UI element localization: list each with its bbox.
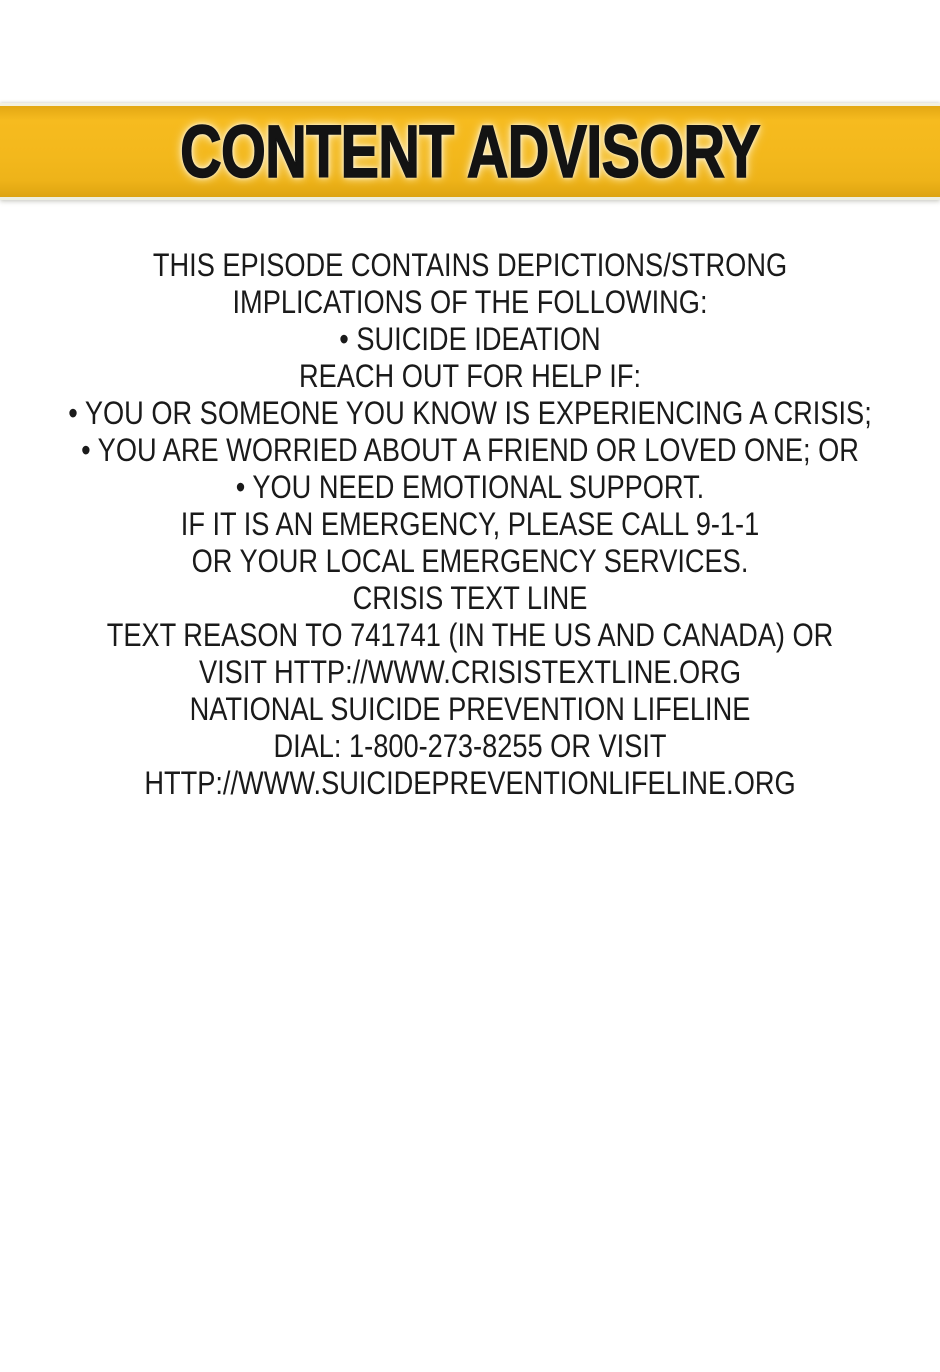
advisory-line: DIAL: 1-800-273-8255 OR VISIT <box>273 728 667 764</box>
advisory-line: TEXT REASON TO 741741 (IN THE US AND CANADA) OR <box>106 617 834 653</box>
advisory-line: NATIONAL SUICIDE PREVENTION LIFELINE <box>189 691 751 727</box>
advisory-trigger-list <box>0 321 940 358</box>
advisory-line: REACH OUT FOR HELP IF: <box>298 358 642 394</box>
advisory-body <box>0 247 940 802</box>
banner-title: CONTENT ADVISORY <box>180 110 760 193</box>
advisory-line: • YOU NEED EMOTIONAL SUPPORT. <box>235 469 705 505</box>
advisory-line: HTTP://WWW.SUICIDEPREVENTIONLIFELINE.ORG <box>144 765 796 801</box>
content-advisory-banner <box>0 103 940 200</box>
advisory-intro <box>0 247 940 321</box>
advisory-lifeline-section <box>0 691 940 802</box>
advisory-crisis-text-line-section <box>0 580 940 691</box>
advisory-line: IF IT IS AN EMERGENCY, PLEASE CALL 9-1-1 <box>180 506 760 542</box>
advisory-line: • YOU OR SOMEONE YOU KNOW IS EXPERIENCING A CRISIS; <box>68 395 872 431</box>
advisory-line: IMPLICATIONS OF THE FOLLOWING: <box>232 284 708 320</box>
advisory-line: • SUICIDE IDEATION <box>339 321 601 357</box>
advisory-line: OR YOUR LOCAL EMERGENCY SERVICES. <box>191 543 749 579</box>
advisory-line: CRISIS TEXT LINE <box>352 580 588 616</box>
advisory-line: • YOU ARE WORRIED ABOUT A FRIEND OR LOVED ONE; OR <box>81 432 859 468</box>
advisory-line: THIS EPISODE CONTAINS DEPICTIONS/STRONG <box>152 247 788 283</box>
advisory-emergency-section <box>0 506 940 580</box>
advisory-line: VISIT HTTP://WWW.CRISISTEXTLINE.ORG <box>198 654 742 690</box>
advisory-help-section <box>0 358 940 506</box>
